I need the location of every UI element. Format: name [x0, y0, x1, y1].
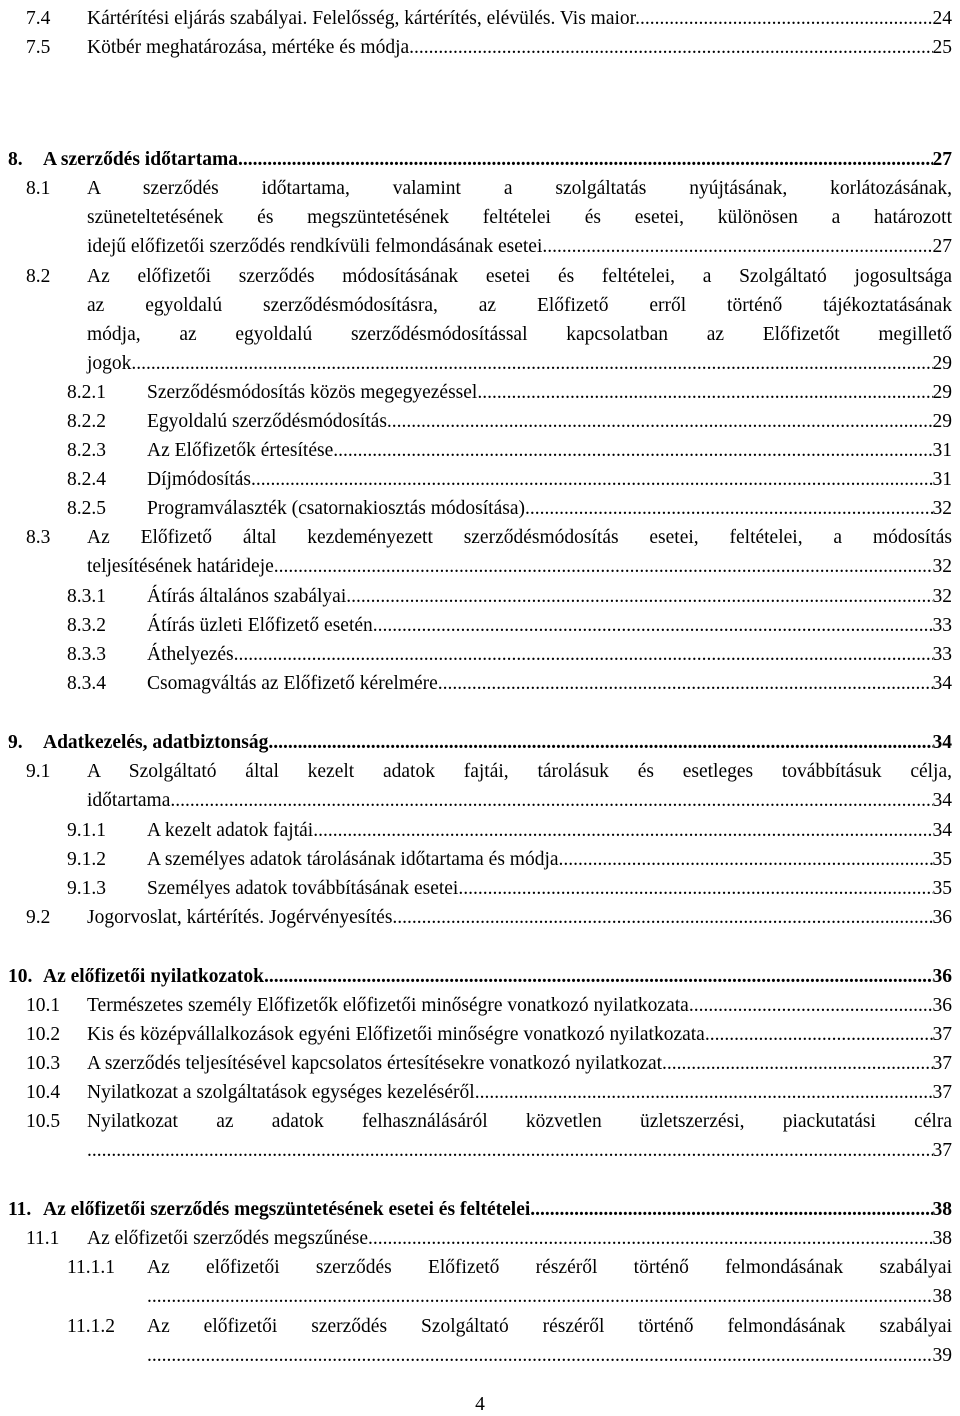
- toc-leader-dots: [131, 349, 932, 378]
- toc-entry-number: 9.1.1: [67, 820, 106, 841]
- toc-entry[interactable]: [8, 1195, 952, 1224]
- toc-page-number: 29: [932, 411, 952, 432]
- toc-entry-line: Díjmódosítás: [147, 469, 252, 490]
- toc-entry[interactable]: [67, 1312, 952, 1370]
- toc-entry-number: 10.: [8, 966, 33, 987]
- toc-page-number: 37: [932, 1140, 952, 1161]
- toc-entry-text: [87, 903, 952, 932]
- toc-leader-dots: [689, 991, 933, 1020]
- toc-entry-line: Az előfizetői szerződés módosításának esetei és feltételei, a Szolgáltató jogosultsága: [87, 266, 952, 287]
- toc-leader-dots: [705, 1020, 933, 1049]
- toc-entry[interactable]: [26, 1078, 952, 1107]
- toc-entry-line: Az előfizetői nyilatkozatok: [43, 966, 264, 987]
- toc-leader-dots: [559, 845, 933, 874]
- toc-entry-line: Az előfizetői szerződés Szolgáltató részéről történő felmondásának szabályai: [147, 1316, 952, 1337]
- toc-entry-line: idejű előfizetői szerződés rendkívüli felmondásának esetei: [87, 236, 543, 257]
- toc-entry-text: [87, 1049, 952, 1078]
- toc-leader-dots: [238, 145, 933, 174]
- toc-leader-dots: [170, 786, 932, 815]
- toc-page-number: 36: [932, 966, 952, 987]
- toc-entry-text: [147, 1253, 952, 1311]
- toc-entry-line: Jogorvoslat, kártérítés. Jogérvényesítés: [87, 907, 393, 928]
- toc-entry[interactable]: [67, 378, 952, 407]
- toc-entry-number: 8.3.1: [67, 586, 106, 607]
- toc-entry-line: Átírás üzleti Előfizető esetén: [147, 615, 373, 636]
- toc-entry-text: [87, 33, 952, 62]
- page-number: 4: [475, 1394, 485, 1415]
- toc-entry-line: Egyoldalú szerződésmódosítás: [147, 411, 387, 432]
- toc-entry-number: 7.4: [26, 8, 51, 29]
- toc-leader-dots: [409, 33, 932, 62]
- toc-entry[interactable]: [26, 174, 952, 261]
- toc-entry-text: [147, 582, 952, 611]
- toc-entry-line: Nyilatkozat az adatok felhasználásáról közvetlen üzletszerzési, piackutatási célra: [87, 1111, 952, 1132]
- toc-entry-text: [43, 145, 952, 174]
- toc-entry-text: [87, 4, 952, 33]
- toc-entry-text: [87, 1020, 952, 1049]
- toc-entry-text: [147, 436, 952, 465]
- toc-page-number: 33: [932, 644, 952, 665]
- toc-leader-dots: [234, 640, 933, 669]
- toc-entry[interactable]: [26, 1224, 952, 1253]
- toc-entry-text: [43, 1195, 952, 1224]
- toc-entry-line: A szerződés időtartama, valamint a szolgáltatás nyújtásának, korlátozásának,: [87, 178, 952, 199]
- toc-page-number: 24: [932, 8, 952, 29]
- toc-entry-number: 10.3: [26, 1053, 61, 1074]
- toc-entry-text: [43, 728, 952, 757]
- toc-entry[interactable]: [26, 4, 952, 33]
- toc-entry-text: [147, 669, 952, 698]
- toc-entry-line: Természetes személy Előfizetők előfizetői minőségre vonatkozó nyilatkozata: [87, 995, 689, 1016]
- toc-entry[interactable]: [8, 962, 952, 991]
- toc-entry[interactable]: [26, 757, 952, 815]
- toc-entry[interactable]: [67, 611, 952, 640]
- toc-entry[interactable]: [67, 874, 952, 903]
- toc-page-number: 25: [932, 37, 952, 58]
- toc-leader-dots: [313, 816, 932, 845]
- toc-leader-dots: [264, 962, 933, 991]
- toc-entry-text: [147, 845, 952, 874]
- toc-entry-line: A szerződés teljesítésével kapcsolatos értesítésekre vonatkozó nyilatkozat: [87, 1053, 663, 1074]
- toc-entry-number: 10.2: [26, 1024, 61, 1045]
- toc-leader-dots: [525, 494, 933, 523]
- toc-entry-number: 11.1.1: [67, 1257, 116, 1278]
- toc-leader-dots: [333, 436, 932, 465]
- toc-leader-dots: [147, 1282, 933, 1311]
- toc-entry-text: [87, 757, 952, 815]
- toc-page-number: 32: [932, 586, 952, 607]
- toc-entry-line: A szerződés időtartama: [43, 149, 238, 170]
- toc-entry[interactable]: [26, 1020, 952, 1049]
- toc-entry[interactable]: [26, 523, 952, 581]
- toc-entry[interactable]: [67, 436, 952, 465]
- toc-entry-line: Csomagváltás az Előfizető kérelmére: [147, 673, 438, 694]
- toc-entry-number: 10.5: [26, 1111, 61, 1132]
- toc-entry-number: 8.3.2: [67, 615, 106, 636]
- toc-entry-number: 9.1.2: [67, 849, 106, 870]
- toc-page-number: 32: [932, 556, 952, 577]
- toc-entry-text: [87, 1107, 952, 1165]
- toc-entry[interactable]: [26, 33, 952, 62]
- toc-leader-dots: [373, 611, 933, 640]
- toc-page-number: 39: [932, 1345, 952, 1366]
- toc-entry[interactable]: [26, 903, 952, 932]
- toc-entry-number: 8.2.4: [67, 469, 106, 490]
- toc-entry[interactable]: [67, 845, 952, 874]
- toc-page-number: 29: [932, 353, 952, 374]
- toc-entry[interactable]: [67, 1253, 952, 1311]
- toc-entry-line: A kezelt adatok fajtái: [147, 820, 314, 841]
- toc-page-number: 29: [932, 382, 952, 403]
- toc-entry-line: időtartama: [87, 790, 171, 811]
- toc-entry-line: Az Előfizető által kezdeményezett szerződésmódosítás esetei, feltételei, a módosítás: [87, 527, 952, 548]
- toc-page-number: 38: [932, 1228, 952, 1249]
- toc-entry-line: Áthelyezés: [147, 644, 234, 665]
- toc-leader-dots: [458, 874, 932, 903]
- toc-page-number: 37: [932, 1053, 952, 1074]
- toc-entry-line: Az előfizetői szerződés megszűnése: [87, 1228, 368, 1249]
- toc-entry[interactable]: [26, 1107, 952, 1165]
- toc-page-number: 37: [932, 1024, 952, 1045]
- toc-entry-number: 8.2: [26, 266, 51, 287]
- toc-entry-text: [147, 611, 952, 640]
- toc-entry-line: Adatkezelés, adatbiztonság: [43, 732, 269, 753]
- toc-entry-number: 11.1: [26, 1228, 60, 1249]
- toc-leader-dots: [475, 1078, 933, 1107]
- toc-entry-line: teljesítésének határideje: [87, 556, 274, 577]
- toc-leader-dots: [268, 728, 932, 757]
- toc-entry-number: 8.1: [26, 178, 51, 199]
- toc-entry-text: [147, 465, 952, 494]
- toc-entry-line: szüneteltetésének és megszüntetésének feltételei és esetei, különösen a határozott: [87, 207, 952, 228]
- toc-leader-dots: [274, 552, 933, 581]
- toc-page-number: 38: [932, 1199, 952, 1220]
- toc-page-number: 32: [932, 498, 952, 519]
- toc-page-number: 35: [932, 878, 952, 899]
- toc-entry-line: jogok: [87, 353, 132, 374]
- toc-entry-line: Az Előfizetők értesítése: [147, 440, 334, 461]
- toc-entry[interactable]: [8, 728, 952, 757]
- toc-entry-line: módja, az egyoldalú szerződésmódosítással kapcsolatban az Előfizetőt megillető: [87, 324, 952, 345]
- toc-entry-text: [147, 874, 952, 903]
- toc-entry-number: 8.3.3: [67, 644, 106, 665]
- toc-entry[interactable]: [8, 145, 952, 174]
- toc-entry-text: [87, 1224, 952, 1253]
- toc-leader-dots: [392, 903, 932, 932]
- toc-entry-line: A személyes adatok tárolásának időtartama és módja: [147, 849, 559, 870]
- toc-entry-text: [87, 262, 952, 378]
- toc-entry-number: 8.3.4: [67, 673, 106, 694]
- toc-entry-number: 7.5: [26, 37, 51, 58]
- toc-entry[interactable]: [67, 494, 952, 523]
- toc-entry-text: [43, 962, 952, 991]
- toc-leader-dots: [87, 1136, 933, 1165]
- toc-entry-text: [147, 1312, 952, 1370]
- toc-entry-line: Személyes adatok továbbításának esetei: [147, 878, 459, 899]
- toc-leader-dots: [147, 1341, 933, 1370]
- toc-leader-dots: [542, 232, 932, 261]
- toc-entry-text: [147, 494, 952, 523]
- toc-entry[interactable]: [67, 582, 952, 611]
- toc-entry-number: 9.: [8, 732, 23, 753]
- toc-entry[interactable]: [67, 465, 952, 494]
- toc-page-number: 36: [932, 907, 952, 928]
- toc-page-number: 36: [932, 995, 952, 1016]
- toc-leader-dots: [640, 4, 933, 33]
- toc-entry-line: Az előfizetői szerződés Előfizető részéről történő felmondásának szabályai: [147, 1257, 952, 1278]
- toc-page-number: 34: [932, 673, 952, 694]
- toc-entry-line: Kártérítési eljárás szabályai. Felelősség, kártérítés, elévülés. Vis maior.: [87, 8, 640, 29]
- toc-entry[interactable]: [67, 407, 952, 436]
- toc-page-number: 27: [932, 236, 952, 257]
- toc-entry-number: 8.: [8, 149, 23, 170]
- toc-page-number: 34: [932, 820, 952, 841]
- toc-leader-dots: [387, 407, 933, 436]
- toc-entry-text: [87, 174, 952, 261]
- toc-leader-dots: [368, 1224, 933, 1253]
- toc-entry-number: 8.2.2: [67, 411, 106, 432]
- toc-entry-line: Az előfizetői szerződés megszüntetésének esetei és feltételei: [43, 1199, 531, 1220]
- toc-entry-text: [87, 523, 952, 581]
- toc-entry-number: 10.1: [26, 995, 61, 1016]
- toc-page-number: 34: [932, 790, 952, 811]
- toc-page-number: 31: [932, 469, 952, 490]
- toc-entry-line: Kötbér meghatározása, mértéke és módja: [87, 37, 410, 58]
- toc-leader-dots: [530, 1195, 932, 1224]
- toc-entry-number: 9.2: [26, 907, 51, 928]
- toc-entry-number: 8.2.1: [67, 382, 106, 403]
- toc-leader-dots: [477, 378, 932, 407]
- toc-entry-number: 8.2.5: [67, 498, 106, 519]
- toc-entry-number: 8.3: [26, 527, 51, 548]
- toc-page-number: 34: [932, 732, 952, 753]
- toc-page-number: 33: [932, 615, 952, 636]
- toc-entry-text: [87, 1078, 952, 1107]
- toc-page-number: 37: [932, 1082, 952, 1103]
- toc-entry-line: Átírás általános szabályai: [147, 586, 347, 607]
- toc-entry-line: A Szolgáltató által kezelt adatok fajtái, tárolásuk és esetleges továbbításuk célja,: [87, 761, 952, 782]
- toc-entry[interactable]: [26, 991, 952, 1020]
- toc-entry-number: 9.1.3: [67, 878, 106, 899]
- toc-leader-dots: [438, 669, 933, 698]
- toc-entry-number: 11.: [8, 1199, 32, 1220]
- toc-entry-line: az egyoldalú szerződésmódosításra, az Előfizető erről történő tájékoztatásának: [87, 295, 952, 316]
- toc-entry-number: 10.4: [26, 1082, 61, 1103]
- toc-entry[interactable]: [26, 1049, 952, 1078]
- toc-entry-number: 8.2.3: [67, 440, 106, 461]
- toc-page-number: 35: [932, 849, 952, 870]
- toc-entry-text: [147, 407, 952, 436]
- toc-page-number: 38: [932, 1286, 952, 1307]
- toc-entry-line: Programválaszték (csatornakiosztás módosítása): [147, 498, 525, 519]
- toc-entry-text: [147, 640, 952, 669]
- toc-entry-number: 11.1.2: [67, 1316, 116, 1337]
- toc-entry-number: 9.1: [26, 761, 51, 782]
- toc-entry-line: Szerződésmódosítás közös megegyezéssel: [147, 382, 478, 403]
- toc-leader-dots: [346, 582, 932, 611]
- toc-page-number: 31: [932, 440, 952, 461]
- toc-entry-line: Kis és középvállalkozások egyéni Előfizetői minőségre vonatkozó nyilatkozata: [87, 1024, 705, 1045]
- toc-leader-dots: [251, 465, 932, 494]
- toc-entry[interactable]: [26, 262, 952, 378]
- toc-entry[interactable]: [67, 640, 952, 669]
- toc-entry-line: Nyilatkozat a szolgáltatások egységes kezeléséről: [87, 1082, 475, 1103]
- toc-entry-text: [147, 816, 952, 845]
- toc-entry[interactable]: [67, 816, 952, 845]
- toc-entry-text: [147, 378, 952, 407]
- toc-page-number: 27: [932, 149, 952, 170]
- toc-entry[interactable]: [67, 669, 952, 698]
- toc-leader-dots: [662, 1049, 932, 1078]
- toc-entry-text: [87, 991, 952, 1020]
